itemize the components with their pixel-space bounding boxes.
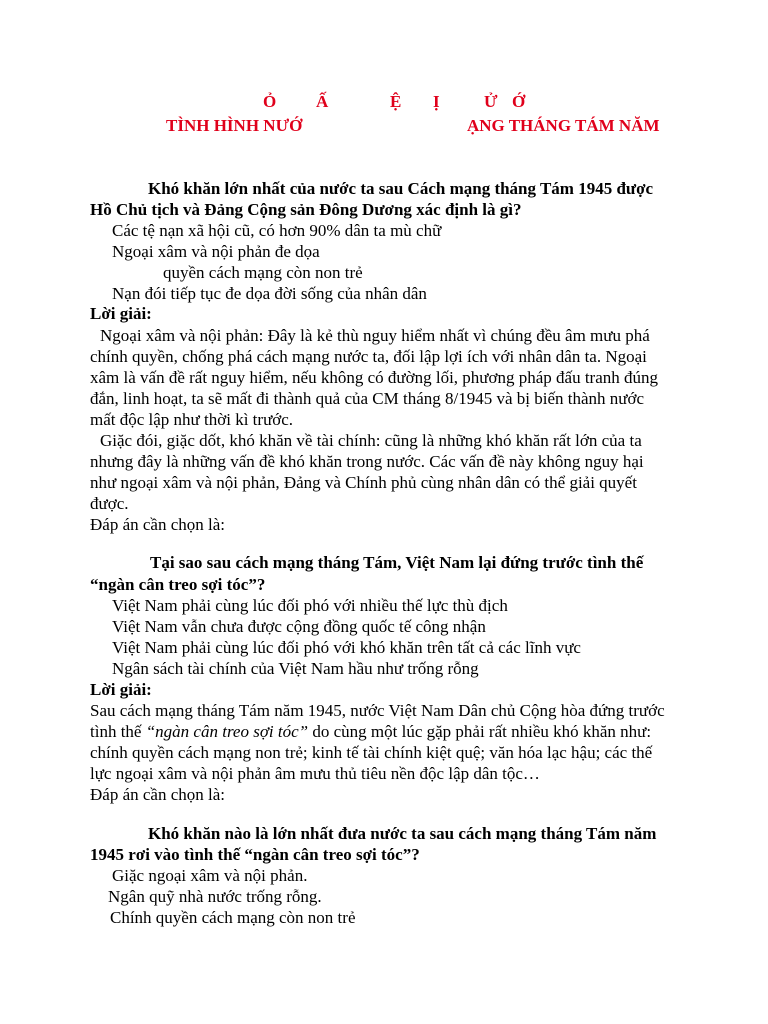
- header-diacritic: Ấ: [316, 92, 329, 111]
- answer-option[interactable]: quyền cách mạng còn non trẻ: [163, 263, 363, 282]
- solution-text-segment: tình thế: [90, 722, 146, 741]
- solution-text: như ngoại xâm và nội phản, Đảng và Chính phủ cùng nhân dân có thể giải quyết: [90, 473, 637, 492]
- question-text: Khó khăn lớn nhất của nước ta sau Cách mạng tháng Tám 1945 được: [148, 179, 654, 198]
- answer-option[interactable]: Ngoại xâm và nội phản đe dọa: [112, 242, 320, 261]
- answer-option[interactable]: Nạn đói tiếp tục đe dọa đời sống của nhân dân: [112, 284, 427, 303]
- question-text: Hồ Chủ tịch và Đảng Cộng sản Đông Dương xác định là gì?: [90, 200, 522, 219]
- solution-text: chính quyền, chống phá cách mạng nước ta, đối lập lợi ích với nhân dân ta. Ngoại: [90, 347, 647, 366]
- solution-text: Giặc đói, giặc dốt, khó khăn về tài chính: cũng là những khó khăn rất lớn của ta: [100, 431, 642, 450]
- solution-text: đắn, linh hoạt, ta sẽ mất đi thành quả của CM tháng 8/1945 và bị biến thành nước: [90, 389, 645, 408]
- solution-text: chính quyền cách mạng non trẻ; kinh tế tài chính kiệt quệ; văn hóa lạc hậu; các thế: [90, 743, 653, 762]
- solution-label: Lời giải:: [90, 304, 152, 323]
- answer-option[interactable]: Việt Nam phải cùng lúc đối phó với nhiều thế lực thù địch: [112, 596, 508, 615]
- answer-option[interactable]: Giặc ngoại xâm và nội phản.: [112, 866, 308, 885]
- solution-text: nhưng đây là những vấn đề khó khăn trong nước. Các vấn đề này không nguy hại: [90, 452, 644, 471]
- header-title-left: TÌNH HÌNH NƯỚ: [166, 116, 303, 135]
- answer-label: Đáp án cần chọn là:: [90, 515, 225, 534]
- answer-option[interactable]: Ngân sách tài chính của Việt Nam hầu như trống rỗng: [112, 659, 479, 678]
- solution-text: Sau cách mạng tháng Tám năm 1945, nước Việt Nam Dân chủ Cộng hòa đứng trước: [90, 701, 665, 720]
- question-text: 1945 rơi vào tình thế “ngàn cân treo sợi tóc”?: [90, 845, 420, 864]
- solution-text: Ngoại xâm và nội phản: Đây là kẻ thù nguy hiểm nhất vì chúng đều âm mưu phá: [100, 326, 650, 345]
- answer-option[interactable]: Ngân quỹ nhà nước trống rỗng.: [108, 887, 322, 906]
- question-text: Tại sao sau cách mạng tháng Tám, Việt Nam lại đứng trước tình thế: [150, 553, 644, 572]
- solution-text: được.: [90, 494, 129, 513]
- header-diacritic: Ử: [484, 92, 498, 111]
- solution-text: xâm là vấn đề rất nguy hiểm, nếu không có đường lối, phương pháp đấu tranh đúng: [90, 368, 659, 387]
- header-title-right: ẠNG THÁNG TÁM NĂM: [467, 116, 660, 135]
- question-text: Khó khăn nào là lớn nhất đưa nước ta sau cách mạng tháng Tám năm: [148, 824, 657, 843]
- answer-option[interactable]: Chính quyền cách mạng còn non trẻ: [110, 908, 356, 927]
- header-diacritic: Ị: [433, 92, 440, 111]
- header-diacritic: Ỏ: [263, 92, 277, 111]
- answer-label: Đáp án cần chọn là:: [90, 785, 225, 804]
- question-text: “ngàn cân treo sợi tóc”?: [90, 575, 266, 594]
- solution-text: mất độc lập như thời kì trước.: [90, 410, 294, 429]
- header-diacritic: Ớ: [512, 92, 526, 111]
- answer-option[interactable]: Các tệ nạn xã hội cũ, có hơn 90% dân ta mù chữ: [112, 221, 442, 240]
- quoted-phrase: “ngàn cân treo sợi tóc”: [145, 722, 309, 741]
- solution-text: [90, 721, 651, 742]
- solution-text: lực ngoại xâm và nội phản âm mưu thủ tiêu nền độc lập dân tộc…: [90, 764, 540, 783]
- solution-label: Lời giải:: [90, 680, 152, 699]
- answer-option[interactable]: Việt Nam phải cùng lúc đối phó với khó khăn trên tất cả các lĩnh vực: [112, 638, 581, 657]
- solution-text-segment: do cùng một lúc gặp phải rất nhiều khó khăn như:: [308, 722, 652, 741]
- answer-option[interactable]: Việt Nam vẫn chưa được cộng đồng quốc tế công nhận: [112, 617, 486, 636]
- header-diacritic: Ệ: [390, 92, 402, 111]
